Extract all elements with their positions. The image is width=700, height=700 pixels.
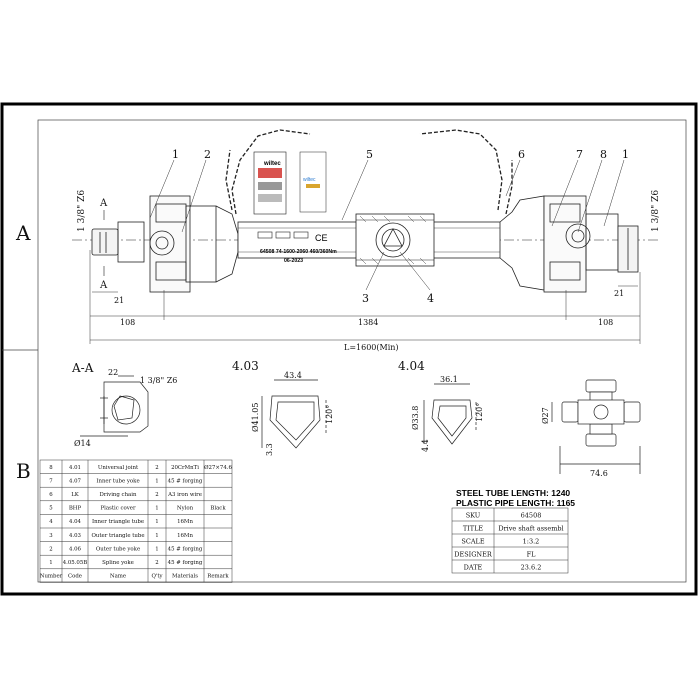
bom-table [40, 460, 233, 582]
view-403-width: 43.4 [284, 371, 302, 380]
bom-cell: A3 iron wire [168, 492, 202, 498]
bom-cell: Outer triangle tube [91, 532, 145, 539]
bom-cell: Universal joint [97, 464, 139, 471]
bom-cell: Nylon [176, 505, 194, 512]
part-label-4: 4 [427, 292, 434, 305]
bom-cell: 8 [49, 464, 53, 471]
bom-cell: 5 [49, 505, 53, 512]
bom-header-cell: Name [109, 573, 127, 580]
bom-cell: 1 [155, 532, 159, 539]
steel-tube-length: STEEL TUBE LENGTH: 1240 [456, 488, 571, 498]
view-403 [262, 380, 326, 448]
dim-21-right: 21 [614, 289, 625, 298]
bom-cell: 20CrMnTi [171, 464, 199, 471]
title-block-value: 1:3.2 [522, 537, 540, 546]
thread-label-right: 1 3/8" Z6 [651, 189, 661, 232]
bom-cell: Driving chain [99, 492, 137, 498]
bom-cell: 1 [155, 546, 159, 553]
cover-spec: 64508 74-1600-2060 460/360Nm [260, 249, 337, 255]
bom-cell: 45 # forging [167, 546, 203, 553]
bom-cell: 2 [49, 546, 53, 553]
bom-cell: 1 [155, 505, 159, 512]
view-404-title: 4.04 [398, 359, 425, 373]
bom-header-cell: Q'ty [151, 573, 163, 580]
dim-1384: 1384 [358, 318, 379, 327]
label-brand: wiltec [303, 177, 316, 183]
dim-108-right: 108 [598, 318, 614, 327]
bom-cell: Ø27×74.6 [204, 464, 232, 471]
view-403-title: 4.03 [232, 359, 259, 373]
title-block-label: DESIGNER [454, 550, 492, 559]
bom-cell: 1 [49, 560, 53, 566]
bom-cell: 4.03 [68, 532, 82, 539]
view-404-width: 36.1 [440, 375, 458, 384]
dim-108-left: 108 [120, 318, 136, 327]
section-aa-view [80, 376, 148, 436]
bom-cell: 6 [49, 492, 53, 498]
part-label-1-right: 1 [622, 148, 629, 161]
bom-cell: Plastic cover [100, 505, 136, 512]
section-mark-bottom: A [100, 280, 108, 291]
section-aa-title: A-A [72, 361, 94, 375]
view-403-angle: 120° [325, 404, 334, 424]
bom-cell: 45 # forging [167, 560, 203, 566]
bom-cell: 2 [155, 464, 159, 471]
part-label-7: 7 [576, 148, 583, 161]
title-block-label: SKU [465, 511, 481, 520]
bom-cell: 16Mn [177, 532, 193, 539]
title-block [452, 508, 568, 573]
bom-cell: 2 [155, 492, 159, 498]
view-404-angle: 120° [475, 402, 484, 422]
view-403-wall: 3.3 [265, 443, 274, 456]
zone-b-label: B [16, 459, 31, 483]
bom-cell: 4.05.05B [62, 560, 88, 566]
title-block-label: DATE [463, 563, 483, 572]
section-aa-thread: 1 3/8" Z6 [140, 376, 178, 385]
section-aa-dim-22: 22 [108, 368, 119, 377]
part-label-1-left: 1 [172, 148, 179, 161]
part-label-5: 5 [366, 148, 373, 161]
part-label-8: 8 [600, 148, 607, 161]
bom-cell: Outer tube yoke [95, 546, 141, 553]
bom-cell: 45 # forging [167, 478, 203, 485]
bom-header-cell: Number [39, 573, 63, 580]
view-404-height: Ø33.8 [411, 405, 420, 430]
title-block-label: SCALE [461, 537, 485, 546]
title-block-value: Drive shaft assembl [498, 524, 564, 533]
bom-cell: BHP [68, 505, 82, 512]
bom-cell: 4 [49, 519, 53, 526]
bom-cell: 16Mn [177, 519, 193, 526]
bom-cell: 4.07 [68, 478, 82, 485]
thread-label-left: 1 3/8" Z6 [77, 189, 87, 232]
view-403-height: Ø41.05 [251, 402, 260, 432]
section-mark-top: A [100, 198, 108, 209]
title-block-value: 64508 [520, 511, 542, 520]
bom-header-cell: Remark [207, 573, 229, 580]
dim-21-left: 21 [114, 296, 125, 305]
bom-cell: Spline yoke [102, 560, 134, 566]
section-aa-dim-14: Ø14 [74, 439, 91, 448]
bom-cell: 4.06 [68, 546, 82, 553]
cover-date: 06-2023 [284, 258, 304, 264]
bom-cell: 4.01 [68, 464, 82, 471]
bom-cell: 1 [155, 519, 159, 526]
zone-a-label: A [16, 221, 31, 245]
part-label-2: 2 [204, 148, 211, 161]
cross-dim-dia: Ø27 [541, 407, 550, 424]
cover-brand: wiltec [264, 161, 281, 167]
bom-cell: 4.04 [68, 519, 82, 526]
bom-cell: 3 [49, 532, 53, 539]
title-block-value: FL [526, 550, 536, 559]
view-404 [424, 384, 476, 444]
bom-cell: Inner tube yoke [96, 478, 140, 485]
bom-cell: 7 [49, 478, 53, 485]
bom-header-cell: Code [67, 573, 83, 580]
dim-total-length: L=1600(Min) [344, 343, 399, 352]
bom-cell: LK [71, 492, 79, 498]
bom-cell: Inner triangle tube [91, 519, 145, 526]
part-label-6: 6 [518, 148, 525, 161]
title-block-value: 23.6.2 [520, 563, 542, 572]
part-label-3: 3 [362, 292, 369, 305]
title-block-label: TITLE [462, 524, 484, 533]
cross-view [552, 380, 640, 474]
bom-cell: 2 [155, 560, 159, 566]
ce-mark: CE [315, 233, 328, 243]
cross-dim-len: 74.6 [590, 469, 608, 478]
bom-cell: Black [210, 505, 226, 512]
view-404-wall: 4.4 [421, 439, 430, 452]
plastic-pipe-length: PLASTIC PIPE LENGTH: 1165 [456, 498, 576, 508]
bom-cell: 1 [155, 478, 159, 485]
bom-header-cell: Materials [171, 573, 199, 580]
